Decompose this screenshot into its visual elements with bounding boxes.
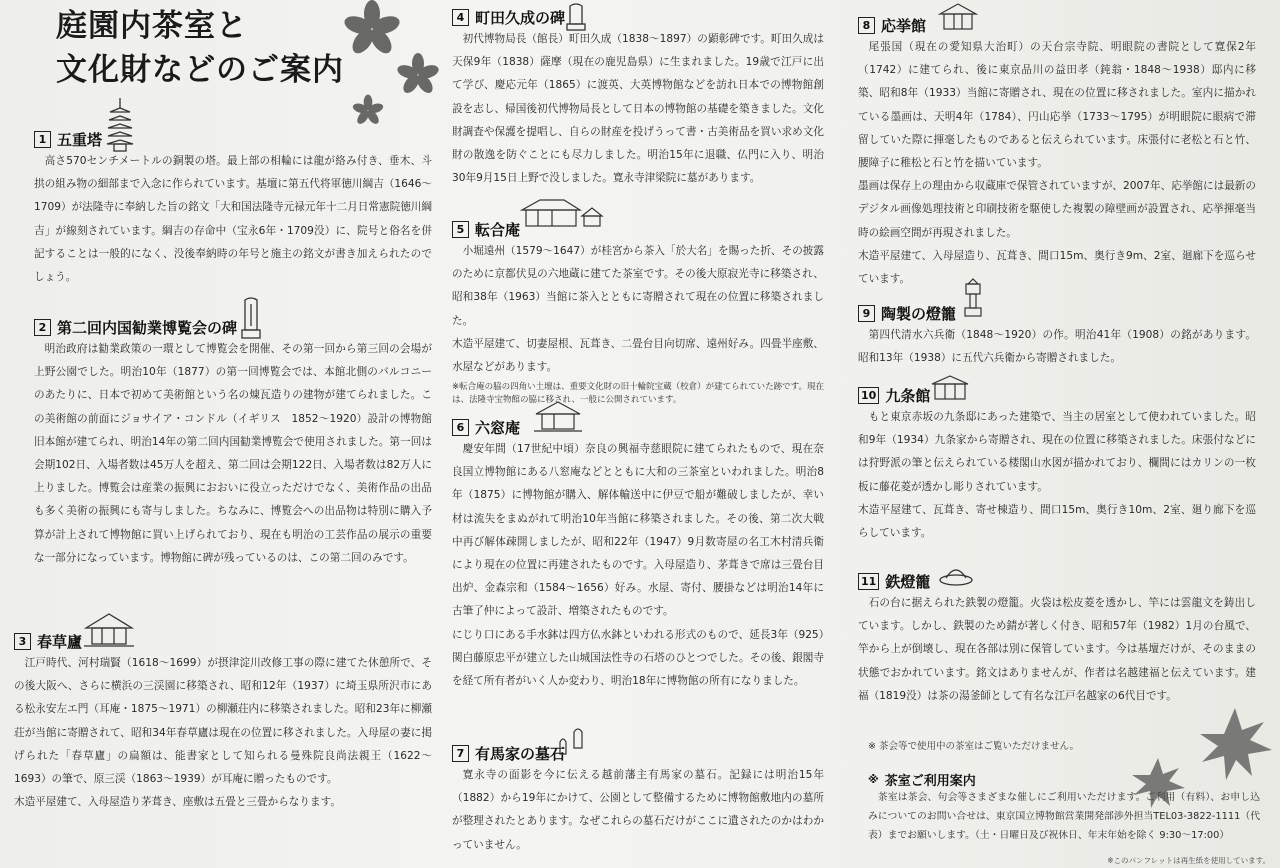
monument-icon xyxy=(240,296,262,340)
section-body: もと東京赤坂の九条邸にあった建築で、当主の居室として使われていました。昭和9年（1934）九条家から寄贈され、現在の位置に移築されました。床張付などには狩野派の筆と伝えられている楼閣山水図が描かれており、欄間にはカリンの一枚板に藤花菱が透かし彫りされています。 木造平屋建て、瓦葺き、寄せ棟造り、間口15m、奥行き10m、2室、廻り廊下を巡らしています。 xyxy=(858,411,1256,540)
section-number: 11 xyxy=(858,573,879,590)
teahouse-icon xyxy=(534,400,582,432)
page-title xyxy=(56,4,344,92)
lantern-icon xyxy=(962,278,984,318)
section-number: 9 xyxy=(858,305,875,322)
section-pagoda xyxy=(34,128,432,289)
section-title: 九条館 xyxy=(885,386,931,405)
section-title: 町田久成の碑 xyxy=(475,8,566,27)
section-number: 5 xyxy=(452,221,469,238)
section-number: 3 xyxy=(14,633,31,650)
section-body: 尾張国（現在の愛知県大治町）の天台宗寺院、明眼院の書院として寛保2年（1742）に建てられ、後に東京品川の益田孝（鈍翁・1848～1938）邸内に移築、昭和8年（1933）当館に寄贈され、現在の位置に移されました。室内に描かれている墨画は、天明4年（1784）、円山応挙（1733～1795）が明眼院に眼病で滞留していた際に揮毫したものであると伝えられています。床張付に老松と石と竹、腰障子に稚松と石と竹を描いています。 墨画は保存上の理由から収蔵庫で保管されていますが、2007年、応挙館には最新のデジタル画像処理技術と印刷技術を駆使した複製の障壁画が設置され、応挙揮毫当時の絵画空間が再現されました。 木造平屋建て、入母屋造り、瓦葺き、間口15m、奥行き9m、2室、廻廊下を巡らせています。 xyxy=(858,41,1256,286)
section-iron-lantern xyxy=(858,570,1256,708)
section-machida-monument xyxy=(452,6,824,190)
section-body: 小堀遠州（1579～1647）が桂宮から茶入「於大名」を賜った折、その披露のために京都伏見の六地蔵に建てた茶室です。その後大原寂光寺に移築され、昭和38年（1963）当館に茶入とともに寄贈されて現在の位置に移築されました。 木造平屋建て、切妻屋根、瓦葺き、二畳台目向切席、遠州好み。四畳半座敷、水屋などがあります。 xyxy=(452,245,824,374)
section-rokusoan xyxy=(452,416,824,693)
section-title: 陶製の燈籠 xyxy=(881,304,957,323)
section-title: 春草廬 xyxy=(37,632,83,651)
section-okyokan xyxy=(858,14,1256,291)
section-title: 鉄燈籠 xyxy=(885,572,931,591)
section-body: 江戸時代、河村瑞賢（1618～1699）が摂津淀川改修工事の際に建てた休憩所で、その後大阪へ、さらに横浜の三渓園に移築され、昭和12年（1937）に埼玉県所沢市にある松永安左エ門（耳庵・1875～1971）の柳瀬荘内に移築されました。昭和23年に柳瀬荘が当館に寄贈されて、昭和34年春草廬は現在の位置に移されました。入母屋の妻に掲げられた「春草廬」の扁額は、能書家として知られる曼殊院良尚法親王（1622～1693）の筆で、原三渓（1863～1939）が耳庵に贈ったものです。 木造平屋建て、入母屋造り茅葺き、座敷は五畳と三畳からなります。 xyxy=(14,657,432,809)
section-arima-gravestones xyxy=(452,742,824,857)
section-tengoan xyxy=(452,218,824,407)
section-body: 初代博物局長（館長）町田久成（1838～1897）の顕彰碑です。町田久成は天保9年（1838）薩摩（現在の鹿児島県）に生まれました。19歳で江戸に出て学び、慶応元年（1865）に渡英、大英博物館などを訪れ日本での博物館創設を志し、帰国後初代博物局長として日本の博物館の基礎を築きました。文化財調査や保護を提唱し、自らの財産を投げうって書・古美術品を買い求め文化財の散逸を防ぐことにも尽力しました。明治15年に退職、仏門に入り、明治30年9月15日上野で没しました。寛永寺津梁院に墓があります。 xyxy=(452,33,824,185)
section-title: 第二回内国勧業博覧会の碑 xyxy=(57,318,238,337)
section-ceramic-lantern xyxy=(858,302,1256,370)
section-body: 石の台に据えられた鉄製の燈籠。火袋は松皮菱を透かし、竿には雲龍文を鋳出しています。しかし、鉄製のため錆が著しく付き、昭和57年（1982）1月の台風で、竿から上が倒壊し、現在各部は別に保管しています。今は基壇だけが、そのままの状態でおかれています。銘文はありませんが、作者は名越建福と伝えています。建福（1819没）は茶の湯釜師として有名な江戸名越家の6代目です。 xyxy=(858,597,1256,702)
iron-lantern-icon xyxy=(936,562,976,586)
hall-icon xyxy=(938,2,978,32)
section-body: 高さ570センチメートルの銅製の塔。最上部の相輪には龍が絡み付き、垂木、斗拱の組み物の細部まで入念に作られています。基壇に第五代将軍徳川綱吉（1646～1709）が法隆寺に奉納した旨の銘文「大和国法隆寺元禄元年十二月日常憲院徳川綱吉」が線刻されています。綱吉の存命中（宝永6年・1709没）に、院号と俗名を併記することは一般的になく、没後奉納時の年号と施主の銘文が書き加えられたのでしょう。 xyxy=(34,155,432,284)
section-number: 7 xyxy=(452,745,469,762)
section-title: 有馬家の墓石 xyxy=(475,744,566,763)
teahouse-icon xyxy=(84,612,134,648)
pagoda-icon xyxy=(106,98,134,152)
section-kujokan xyxy=(858,384,1256,545)
usage-bullet-icon: ※ xyxy=(868,772,879,786)
teahouse-icon xyxy=(520,196,604,230)
tea-room-note: ※ 茶会等で使用中の茶室はご覧いただけません。 xyxy=(868,741,1080,752)
section-title: 六窓庵 xyxy=(475,418,521,437)
section-number: 6 xyxy=(452,419,469,436)
section-shunsoro xyxy=(14,630,432,814)
maple-leaf-decoration-icon xyxy=(1130,700,1280,810)
section-exposition-monument xyxy=(34,316,432,570)
title-line-1: 庭園内茶室と xyxy=(56,8,248,44)
title-line-2: 文化財などのご案内 xyxy=(56,52,344,88)
section-title: 転合庵 xyxy=(475,220,521,239)
usage-title: 茶室ご利用案内 xyxy=(884,773,976,789)
section-title: 応挙館 xyxy=(881,16,927,35)
section-number: 2 xyxy=(34,319,51,336)
section-note: ※転合庵の脇の四角い土壇は、重要文化財の旧十輪院宝蔵（校倉）が建てられていた跡です。現在は、法隆寺宝物館の脇に移され、一般に公開されています。 xyxy=(452,382,824,406)
section-number: 1 xyxy=(34,131,51,148)
section-body: 第四代清水六兵衛（1848～1920）の作。明治41年（1908）の銘があります。昭和13年（1938）に五代六兵衛から寄贈されました。 xyxy=(858,329,1256,365)
section-number: 8 xyxy=(858,17,875,34)
gravestone-icon xyxy=(556,726,586,756)
section-body: 明治政府は勧業政策の一環として博覧会を開催、その第一回から第三回の会場が上野公園でした。明治10年（1877）の第一回博覧会では、本館北側のバルコニーのあたりに、日本で初めて美術館という名の煉瓦造りの建物が建てられました。この美術館の前面にジョサイア・コンドル（イギリス 1852～1920）設計の博物館旧本館が建てられ、明治14年の第二回内国勧業博覧会で使用されました。第一回は会期102日、入場者数は45万人を超え、第二回は会期122日、入場者数は82万人に上りました。博覧会は産業の振興におおいに役立っただけでなく、美術作品の出品も多く美術の振興にも寄与しました。ちなみに、博覧会への出品物は特別に購入予算が計上されて博物館に買い上げられており、現在も明治の工芸作品の展示の重要な一部分になっています。博物館に碑が残っているのは、この第二回のみです。 xyxy=(34,343,432,564)
section-body: 慶安年間（17世紀中頃）奈良の興福寺慈眼院に建てられたもので、現在奈良国立博物館にある八窓庵などとともに大和の三茶室といわれました。明治8年（1875）に博物館が購入、解体輸送中に伊豆で船が難破しましたが、幸い材は流失をまぬがれて明治10年当館に移築されました。その後、第二次大戦中再び解体疎開しましたが、昭和22年（1947）9月数寄屋の名工木村清兵衛により現在の位置に再建されたものです。入母屋造り、茅葺きで席は三畳台目出炉、金森宗和（1584～1656）好み。水屋、寄付、腰掛などは明治14年に古筆了仲によって設計、増築されたものです。 にじり口にある手水鉢は四方仏水鉢といわれる形式のもので、延長3年（925）関白藤原忠平が建立した山城国法性寺の石塔のひとつでした。その後、銀閣寺を経て所有者がいく人か変わり、明治18年に博物館の所有になりました。 xyxy=(452,443,824,688)
section-number: 4 xyxy=(452,9,469,26)
monument-icon xyxy=(566,2,586,32)
recycled-paper-note: ※このパンフレットは再生紙を使用しています。 xyxy=(1107,856,1270,865)
sakura-decoration-icon xyxy=(330,0,440,130)
section-number: 10 xyxy=(858,387,879,404)
hall-icon xyxy=(930,374,970,402)
section-body: 寛永寺の面影を今に伝える越前藩主有馬家の墓石。記録には明治15年（1882）から19年にかけて、公園として整備するために博物館敷地内の墓所が整理されたとあります。なぜこれらの墓石だけがここに遺されたのかはわかっていません。 xyxy=(452,769,824,851)
usage-body: 茶室は茶会、句会等さまざまな催しにご利用いただけます。ご利用（有料）、お申し込みについてのお問い合せは、東京国立博物館営業開発部渉外担当TEL03-3822-1111（代表）までお願いします。（土・日曜日及び祝休日、年末年始を除く 9:30～17:00） xyxy=(868,792,1260,841)
section-title: 五重塔 xyxy=(57,130,103,149)
